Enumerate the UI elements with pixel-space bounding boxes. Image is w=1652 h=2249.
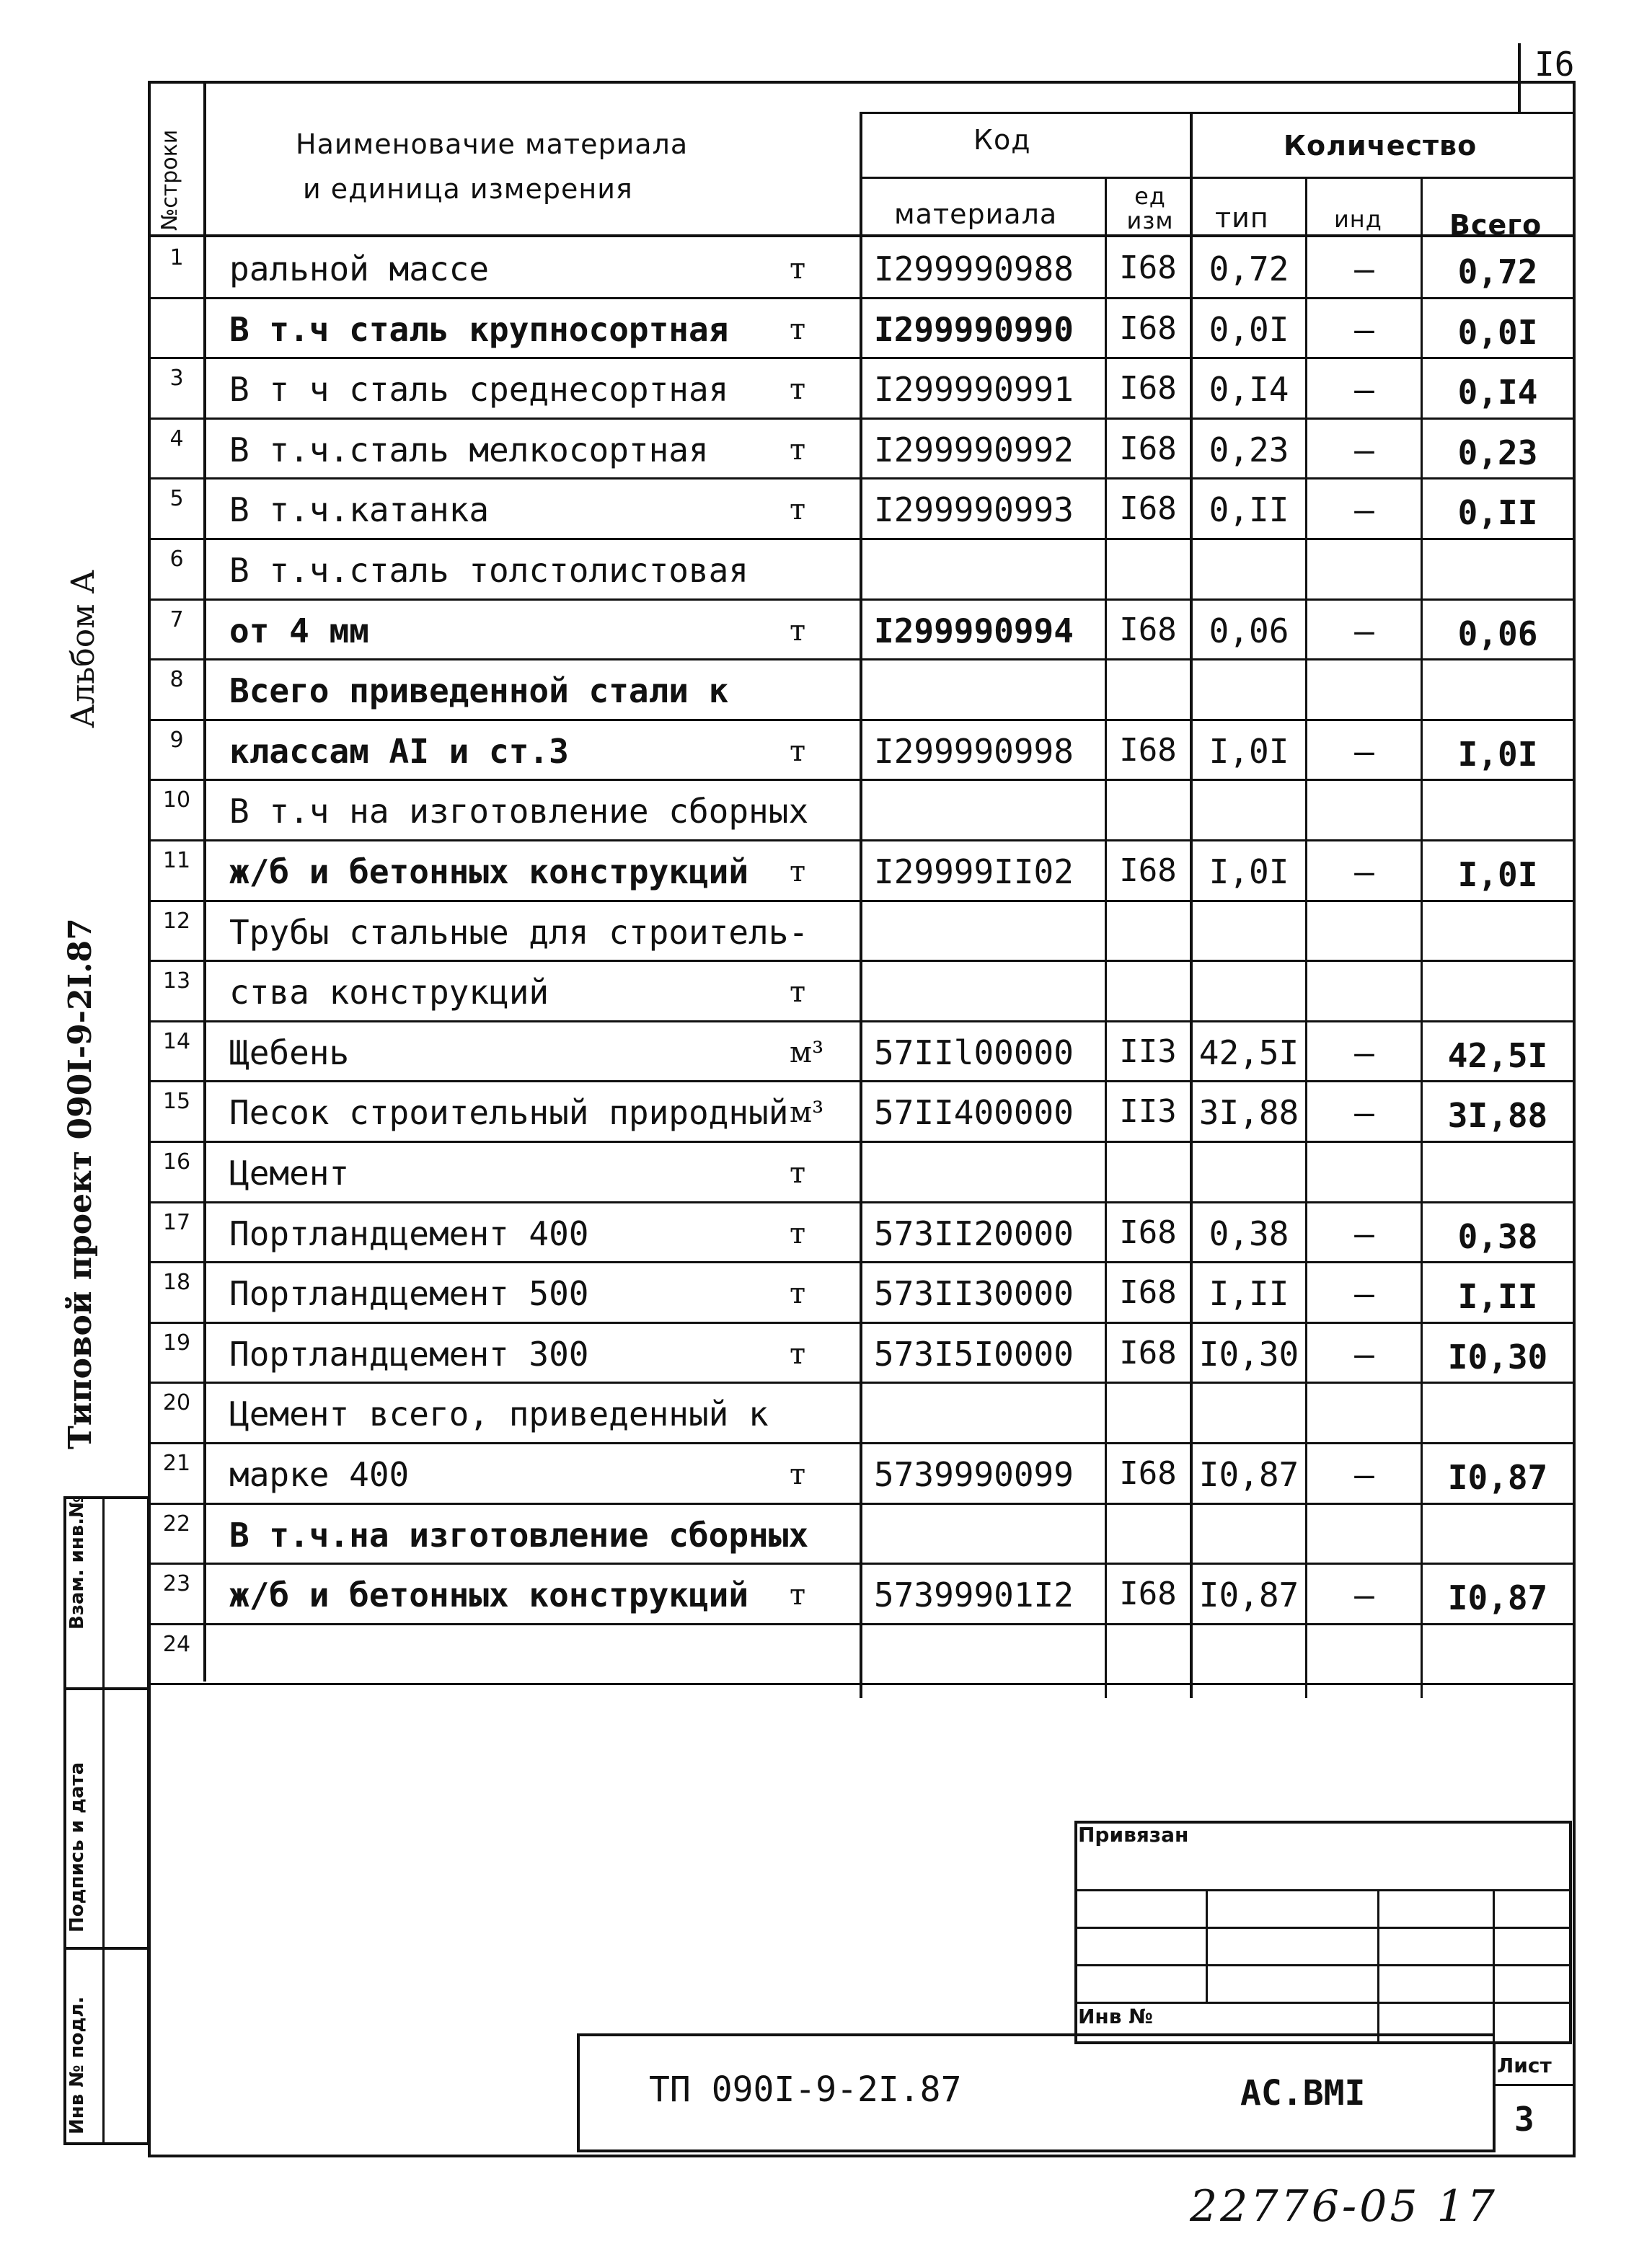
- sheet-box-line: [1493, 2084, 1573, 2086]
- header-code: Код: [973, 124, 1031, 156]
- row-number: 13: [162, 968, 191, 994]
- material-name: В т.ч.сталь мелкосортная: [229, 430, 709, 469]
- tb-vline-3: [1493, 1889, 1495, 2044]
- qty-type: I,II: [1209, 1274, 1289, 1314]
- qty-type: 0,II: [1209, 490, 1289, 530]
- unit-code: I68: [1119, 370, 1177, 407]
- material-name: Всего приведенной стали к: [229, 671, 729, 711]
- tb-line-2: [1074, 1927, 1572, 1929]
- material-name: В т.ч.катанка: [229, 490, 490, 530]
- material-code: I29999II02: [874, 852, 1074, 891]
- stamp-divider-1: [63, 1687, 150, 1690]
- material-name: классам АI и ст.3: [229, 731, 569, 771]
- material-name: В т.ч.сталь толстолистовая: [229, 551, 749, 590]
- row-separator: [148, 1201, 1576, 1203]
- row-separator: [148, 1503, 1576, 1505]
- unit-of-measure: т: [790, 1578, 806, 1612]
- row-number: 19: [162, 1330, 191, 1356]
- tb-line-1: [1074, 1889, 1572, 1891]
- sheet-label: Лист: [1497, 2054, 1552, 2077]
- row-number: 8: [169, 667, 184, 693]
- material-name: В т ч сталь среднесортная: [229, 370, 729, 410]
- tb-vline-1: [1206, 1889, 1208, 2002]
- header-bottom-line: [148, 234, 1576, 237]
- unit-code: I68: [1119, 731, 1177, 769]
- row-number: 6: [169, 547, 184, 572]
- qty-ind: –: [1354, 490, 1374, 530]
- qty-type: I0,87: [1198, 1455, 1299, 1494]
- unit-code: I68: [1119, 1334, 1177, 1371]
- material-name: марке 400: [229, 1455, 410, 1494]
- col-sep-code: [1105, 177, 1107, 1698]
- header-name-line1: Наименовачие материала: [296, 128, 689, 160]
- material-code: 57399901I2: [874, 1576, 1074, 1615]
- row-separator: [148, 1683, 1576, 1685]
- material-name: ж/б и бетонных конструкций: [229, 852, 749, 891]
- header-code-material: материала: [894, 198, 1058, 230]
- stamp-sign-date: Подпись и дата: [66, 1762, 88, 1932]
- stamp-divider-2: [63, 1947, 150, 1950]
- row-number: 10: [162, 787, 191, 813]
- material-code: 57IIl00000: [874, 1033, 1074, 1072]
- header-qty-total: Всего: [1449, 209, 1542, 241]
- qty-ind: –: [1354, 1033, 1374, 1072]
- header-code-unit: ед изм: [1126, 182, 1174, 234]
- qty-total: 0,38: [1457, 1216, 1538, 1256]
- qty-total: 0,72: [1457, 252, 1538, 291]
- row-separator: [148, 598, 1576, 601]
- unit-code: I68: [1119, 490, 1177, 528]
- material-code: I299990988: [874, 249, 1074, 288]
- qty-total: 0,23: [1457, 433, 1538, 472]
- row-separator: [148, 297, 1576, 299]
- qty-total: 0,I4: [1457, 373, 1538, 412]
- col-sep-tip: [1305, 177, 1307, 1698]
- qty-type: I0,30: [1198, 1334, 1299, 1374]
- header-qty-ind: инд: [1334, 206, 1382, 233]
- material-name: Портландцемент 300: [229, 1334, 589, 1374]
- unit-of-measure: м³: [790, 1035, 824, 1069]
- tb-line-3: [1074, 1964, 1572, 1966]
- material-name: Цемент: [229, 1154, 350, 1193]
- row-number: 12: [162, 908, 191, 934]
- material-code: I299990998: [874, 731, 1074, 771]
- material-code: I299990990: [874, 309, 1074, 349]
- qty-ind: –: [1354, 1576, 1374, 1615]
- row-number: 18: [162, 1270, 191, 1296]
- row-number: 17: [162, 1209, 191, 1235]
- material-name: Портландцемент 400: [229, 1214, 589, 1253]
- row-separator: [148, 1563, 1576, 1565]
- material-code: 5739990099: [874, 1455, 1074, 1494]
- qty-ind: –: [1354, 1334, 1374, 1374]
- footer-number: 22776-05 17: [1190, 2181, 1498, 2232]
- header-sub-line: [860, 177, 1573, 179]
- row-number: 7: [169, 606, 184, 632]
- material-name: В т.ч на изготовление сборных: [229, 792, 809, 831]
- row-number: 24: [162, 1631, 191, 1657]
- qty-ind: –: [1354, 1274, 1374, 1314]
- header-qty-type: тип: [1215, 202, 1269, 234]
- material-code: 573II20000: [874, 1214, 1074, 1253]
- row-number: 1: [169, 245, 184, 270]
- qty-total: I0,87: [1447, 1578, 1548, 1618]
- qty-ind: –: [1354, 309, 1374, 349]
- row-separator: [148, 1261, 1576, 1263]
- row-separator: [148, 1623, 1576, 1625]
- qty-ind: –: [1354, 249, 1374, 288]
- qty-ind: –: [1354, 430, 1374, 469]
- header-top-right-line: [860, 112, 1573, 114]
- row-number: 20: [162, 1390, 191, 1416]
- qty-ind: –: [1354, 731, 1374, 771]
- material-name: Щебень: [229, 1033, 350, 1072]
- row-number: 22: [162, 1511, 191, 1537]
- material-name: ства конструкций: [229, 973, 549, 1012]
- material-name: Трубы стальные для строитель-: [229, 912, 809, 952]
- material-code: I299990991: [874, 370, 1074, 410]
- row-separator: [148, 1141, 1576, 1143]
- stamp-inner-line: [102, 1496, 105, 2145]
- inv-no-label: Инв №: [1078, 2005, 1153, 2028]
- unit-of-measure: т: [790, 734, 806, 768]
- row-separator: [148, 1080, 1576, 1082]
- row-number: 15: [162, 1089, 191, 1115]
- doc-code: АС.ВМI: [1240, 2073, 1366, 2113]
- row-separator: [148, 417, 1576, 420]
- unit-of-measure: т: [790, 1337, 806, 1371]
- row-number: 16: [162, 1149, 191, 1175]
- qty-ind: –: [1354, 370, 1374, 410]
- material-name: ральной массе: [229, 249, 490, 288]
- row-separator: [148, 477, 1576, 480]
- unit-of-measure: т: [790, 312, 806, 346]
- qty-ind: –: [1354, 611, 1374, 650]
- unit-of-measure: т: [790, 373, 806, 407]
- unit-of-measure: т: [790, 1157, 806, 1190]
- material-code: 573II30000: [874, 1274, 1074, 1314]
- unit-code: II3: [1119, 1033, 1177, 1070]
- unit-of-measure: т: [790, 252, 806, 286]
- qty-total: I,0I: [1457, 855, 1538, 894]
- unit-code: I68: [1119, 1576, 1177, 1613]
- project-label: Типовой проект 090I-9-2I.87: [62, 918, 99, 1449]
- qty-type: 0,06: [1209, 611, 1289, 650]
- unit-of-measure: т: [790, 493, 806, 527]
- material-name: В т.ч сталь крупносортная: [229, 309, 729, 349]
- qty-total: 42,5I: [1447, 1035, 1548, 1075]
- unit-code: I68: [1119, 430, 1177, 467]
- qty-total: 0,II: [1457, 493, 1538, 533]
- row-separator: [148, 960, 1576, 962]
- qty-total: I,0I: [1457, 734, 1538, 774]
- material-code: 573I5I0000: [874, 1334, 1074, 1374]
- material-name: Песок строительный природный: [229, 1093, 789, 1133]
- unit-code: I68: [1119, 1214, 1177, 1251]
- qty-total: I0,30: [1447, 1337, 1548, 1377]
- row-separator: [148, 538, 1576, 540]
- qty-ind: –: [1354, 852, 1374, 891]
- project-code: ТП 090I-9-2I.87: [649, 2069, 962, 2110]
- row-separator: [148, 1322, 1576, 1324]
- row-number: 9: [169, 727, 184, 753]
- header-row-number: №строки: [157, 129, 182, 231]
- row-separator: [148, 900, 1576, 902]
- qty-ind: –: [1354, 1214, 1374, 1253]
- unit-code: I68: [1119, 852, 1177, 889]
- row-number: 11: [162, 848, 191, 873]
- unit-of-measure: м³: [790, 1096, 824, 1130]
- album-label: Альбом А: [65, 570, 102, 728]
- qty-type: 3I,88: [1198, 1093, 1299, 1133]
- tb-vline-2: [1377, 1889, 1379, 2044]
- material-name: ж/б и бетонных конструкций: [229, 1576, 749, 1615]
- unit-of-measure: т: [790, 855, 806, 888]
- row-number: 4: [169, 425, 184, 451]
- material-name: Портландцемент 500: [229, 1274, 589, 1314]
- unit-code: I68: [1119, 249, 1177, 286]
- page-number: I6: [1534, 45, 1575, 84]
- unit-of-measure: т: [790, 976, 806, 1009]
- row-separator: [148, 839, 1576, 841]
- unit-of-measure: т: [790, 1216, 806, 1250]
- qty-type: I,0I: [1209, 731, 1289, 771]
- material-code: I299990992: [874, 430, 1074, 469]
- privyazan-label: Привязан: [1078, 1823, 1189, 1847]
- sheet-number: 3: [1514, 2100, 1534, 2139]
- qty-type: I,0I: [1209, 852, 1289, 891]
- row-separator: [148, 779, 1576, 781]
- material-name: от 4 мм: [229, 611, 369, 650]
- unit-of-measure: т: [790, 1458, 806, 1491]
- material-code: 57II400000: [874, 1093, 1074, 1133]
- unit-code: I68: [1119, 1274, 1177, 1312]
- qty-total: I,II: [1457, 1277, 1538, 1317]
- qty-total: 0,06: [1457, 614, 1538, 653]
- row-number: 14: [162, 1028, 191, 1054]
- qty-ind: –: [1354, 1455, 1374, 1494]
- row-separator: [148, 1020, 1576, 1022]
- material-name: Цемент всего, приведенный к: [229, 1395, 769, 1434]
- unit-of-measure: т: [790, 433, 806, 467]
- col-sep-ind: [1421, 177, 1423, 1698]
- tb-line-4: [1074, 2002, 1572, 2004]
- row-number: 3: [169, 366, 184, 392]
- qty-type: I0,87: [1198, 1576, 1299, 1615]
- header-quantity: Количество: [1284, 130, 1477, 162]
- qty-type: 0,0I: [1209, 309, 1289, 349]
- row-separator: [148, 1442, 1576, 1444]
- qty-type: 42,5I: [1198, 1033, 1299, 1072]
- unit-of-measure: т: [790, 1277, 806, 1311]
- material-name: В т.ч.на изготовление сборных: [229, 1515, 809, 1555]
- col-sep-name: [860, 112, 862, 1698]
- qty-total: 0,0I: [1457, 312, 1538, 352]
- unit-code: II3: [1119, 1093, 1177, 1131]
- qty-total: I0,87: [1447, 1458, 1548, 1497]
- qty-type: 0,38: [1209, 1214, 1289, 1253]
- qty-type: 0,72: [1209, 249, 1289, 288]
- row-number: 23: [162, 1571, 191, 1597]
- row-separator: [148, 658, 1576, 660]
- qty-ind: –: [1354, 1093, 1374, 1133]
- unit-of-measure: т: [790, 614, 806, 648]
- row-number: 21: [162, 1451, 191, 1476]
- unit-code: I68: [1119, 309, 1177, 347]
- row-number: 5: [169, 486, 184, 512]
- stamp-inv-orig: Инв № подл.: [66, 1996, 88, 2134]
- row-separator: [148, 719, 1576, 721]
- qty-type: 0,I4: [1209, 370, 1289, 410]
- material-code: I299990994: [874, 611, 1074, 650]
- unit-code: I68: [1119, 1455, 1177, 1492]
- qty-total: 3I,88: [1447, 1096, 1548, 1136]
- header-name-line2: и единица измерения: [303, 173, 633, 205]
- qty-type: 0,23: [1209, 430, 1289, 469]
- unit-code: I68: [1119, 611, 1177, 648]
- col-sep-row: [203, 81, 206, 1682]
- material-code: I299990993: [874, 490, 1074, 530]
- row-separator: [148, 1382, 1576, 1384]
- stamp-inv-dubl: Взам. инв.№: [66, 1495, 88, 1630]
- row-separator: [148, 357, 1576, 359]
